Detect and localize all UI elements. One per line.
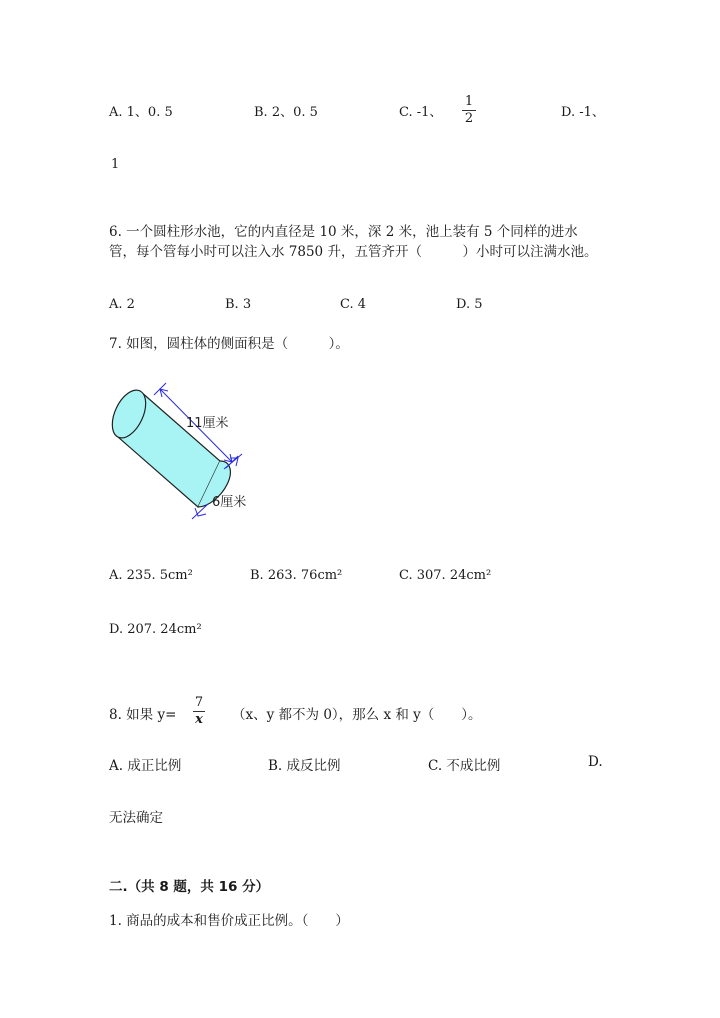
q6-option-d: D. 5 <box>456 297 483 312</box>
q7-option-c: C. 307. 24cm² <box>399 568 492 583</box>
q5-option-d: D. -1、 <box>561 105 605 120</box>
q7-option-a: A. 235. 5cm² <box>109 568 193 583</box>
fraction-denominator: 2 <box>464 111 474 126</box>
q8-option-d: D. <box>588 754 603 770</box>
q5-option-a: A. 1、0. 5 <box>109 105 173 120</box>
q6-option-b: B. 3 <box>225 297 252 312</box>
q6-option-c: C. 4 <box>340 297 367 312</box>
q5-option-c-fraction <box>462 95 476 126</box>
diameter-label: 6厘米 <box>212 495 247 510</box>
q8-fraction <box>193 696 205 727</box>
section-heading: 二.（共 8 题，共 16 分） <box>109 879 270 895</box>
fraction-denominator: x <box>195 712 203 727</box>
q8-option-d-continued: 无法确定 <box>109 810 163 826</box>
q8-option-c: C. 不成比例 <box>428 758 501 774</box>
fraction-numerator: 1 <box>464 94 474 109</box>
q5-option-d-continued: 1 <box>111 157 120 172</box>
length-label: 11厘米 <box>186 416 229 431</box>
q8-question-prefix: 8. 如果 y= <box>109 707 177 723</box>
fraction-numerator: 7 <box>194 695 204 710</box>
q7-question: 7. 如图，圆柱体的侧面积是（ ）。 <box>109 336 349 352</box>
q8-option-a: A. 成正比例 <box>109 758 182 774</box>
q6-question: 6. 一个圆柱形水池，它的内直径是 10 米，深 2 米，池上装有 5 个同样的进水管，每个管每小时可以注入水 7850 升，五管齐开（ ）小时可以注满水池。 <box>109 224 598 260</box>
q5-option-b: B. 2、0. 5 <box>254 105 318 120</box>
q7-option-d: D. 207. 24cm² <box>109 622 202 637</box>
q8-question-suffix: （x、y 都不为 0），那么 x 和 y（ ）。 <box>232 707 482 723</box>
q8-option-b: B. 成反比例 <box>268 758 341 774</box>
q5-option-c: C. -1、 <box>399 105 443 120</box>
cylinder-figure <box>100 380 260 530</box>
q7-option-b: B. 263. 76cm² <box>250 568 343 583</box>
section2-q1: 1. 商品的成本和售价成正比例。（ ） <box>109 913 349 929</box>
q6-option-a: A. 2 <box>109 297 135 312</box>
